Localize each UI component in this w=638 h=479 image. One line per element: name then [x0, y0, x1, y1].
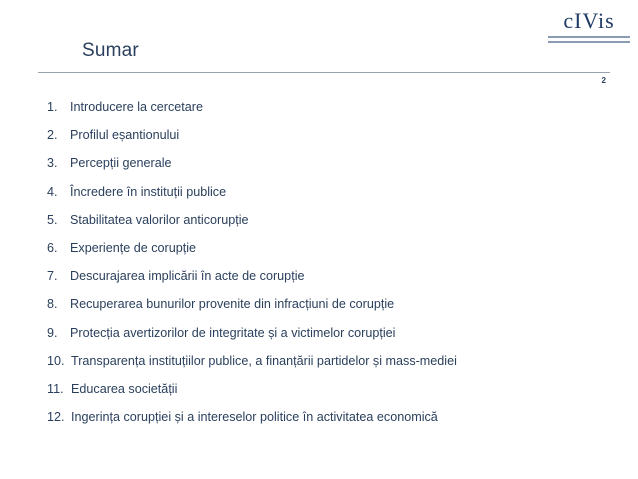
toc-item-number: 2. — [47, 128, 58, 143]
toc-item-number: 7. — [47, 269, 58, 284]
toc-item-number: 3. — [47, 156, 58, 171]
toc-item — [47, 213, 457, 241]
toc-item-number: 5. — [47, 212, 58, 227]
toc-item-label: Recuperarea bunurilor provenite din infracțiuni de corupție — [70, 297, 395, 312]
header-divider — [38, 72, 610, 73]
toc-item — [47, 156, 457, 184]
toc-item-label: Ingerința corupției și a intereselor politice în activitatea economică — [71, 410, 438, 425]
toc-item — [47, 269, 457, 297]
toc-item-label: Protecția avertizorilor de integritate și a victimelor corupției — [70, 325, 396, 340]
toc-item — [47, 297, 457, 325]
toc-item-number: 12. — [47, 410, 65, 425]
toc-item-number: 11. — [47, 381, 64, 396]
toc-item — [47, 410, 457, 438]
toc-item — [47, 128, 457, 156]
toc-item — [47, 354, 457, 382]
toc-item-number: 10. — [47, 353, 65, 368]
page-title: Sumar — [82, 40, 139, 61]
toc-item — [47, 382, 457, 410]
toc-item-label: Încredere în instituții publice — [70, 184, 227, 199]
table-of-contents — [47, 100, 457, 438]
toc-item-label: Stabilitatea valorilor anticorupție — [70, 212, 249, 227]
toc-item — [47, 326, 457, 354]
toc-item-label: Introducere la cercetare — [70, 100, 204, 114]
toc-item — [47, 185, 457, 213]
page-number: 2 — [601, 76, 606, 85]
toc-item-number: 4. — [47, 184, 58, 199]
toc-item-label: Experiențe de corupție — [70, 240, 197, 255]
toc-item-label: Descurajarea implicării în acte de corupție — [70, 269, 305, 284]
logo-subline-2 — [548, 41, 630, 43]
toc-item-label: Transparența instituțiilor publice, a finanțării partidelor și mass-mediei — [71, 353, 457, 368]
toc-item — [47, 241, 457, 269]
toc-item — [47, 100, 457, 128]
logo-subline-1 — [548, 36, 630, 38]
toc-item-number: 1. — [47, 100, 58, 114]
toc-item-label: Educarea societății — [71, 381, 178, 396]
civis-logo — [544, 8, 634, 48]
toc-item-number: 8. — [47, 297, 58, 312]
toc-item-number: 6. — [47, 240, 58, 255]
toc-item-number: 9. — [47, 325, 58, 340]
toc-item-label: Percepții generale — [70, 156, 172, 171]
toc-item-label: Profilul eșantionului — [70, 128, 180, 143]
logo-wordmark: cIVis — [563, 8, 615, 33]
